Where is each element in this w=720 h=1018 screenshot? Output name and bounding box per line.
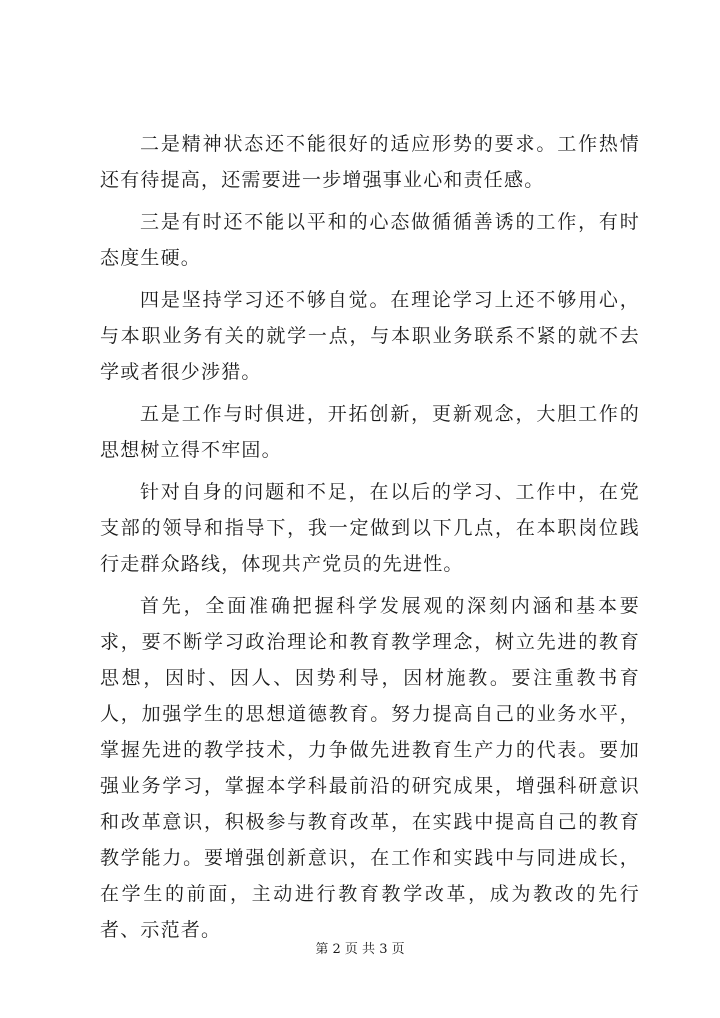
paragraph-point-three: 三是有时还不能以平和的心态做循循善诱的工作，有时态度生硬。 (100, 211, 640, 269)
document-body (100, 126, 640, 954)
paragraph-point-five: 五是工作与时俱进，开拓创新，更新观念，大胆工作的思想树立得不牢固。 (100, 403, 640, 461)
paragraph-point-two: 二是精神状态还不能很好的适应形势的要求。工作热情还有待提高，还需要进一步增强事业心和责任感。 (100, 133, 640, 191)
paragraph-first-measure: 首先，全面准确把握科学发展观的深刻内涵和基本要求，要不断学习政治理论和教育教学理念，树立先进的教育思想，因时、因人、因势利导，因材施教。要注重教书育人，加强学生的思想道德教育。努力提高自己的业务水平，掌握先进的教学技术，力争做先进教育生产力的代表。要加强业务学习，掌握本学科最前沿的研究成果，增强科研意识和改革意识，积极参与教育改革，在实践中提高自己的教育教学能力。要增强创新意识，在工作和实践中与同进成长，在学生的前面，主动进行教育教学改革，成为教改的先行者、示范者。 (100, 595, 640, 941)
page-number-footer: 第 2 页 共 3 页 (315, 942, 405, 957)
paragraph-point-four: 四是坚持学习还不够自觉。在理论学习上还不够用心，与本职业务有关的就学一点，与本职业务联系不紧的就不去学或者很少涉猎。 (100, 289, 640, 383)
paragraph-commitment: 针对自身的问题和不足，在以后的学习、工作中，在党支部的领导和指导下，我一定做到以下几点，在本职岗位践行走群众路线，体现共产党员的先进性。 (100, 481, 640, 575)
